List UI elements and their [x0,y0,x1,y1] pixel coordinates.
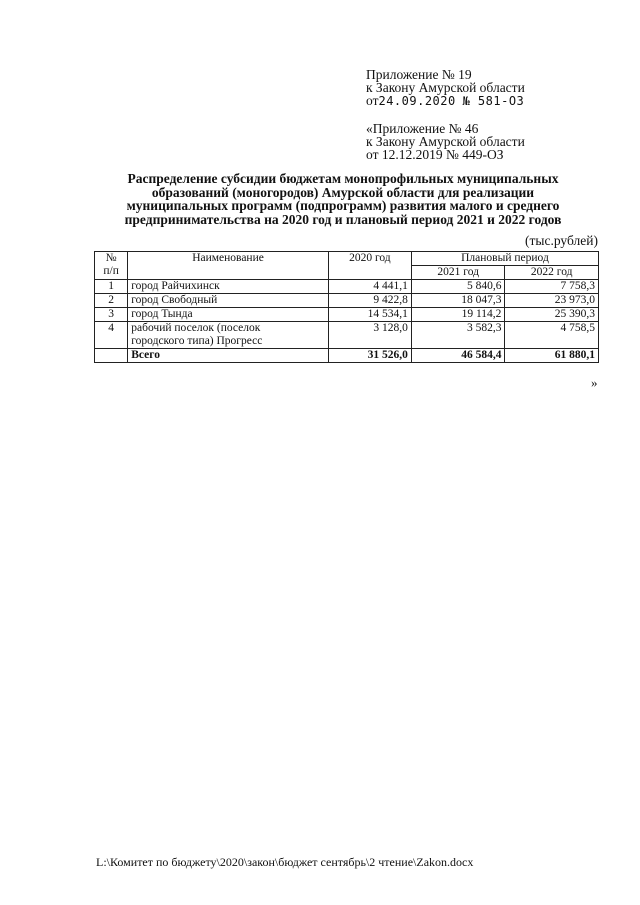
row-num: 2 [95,294,128,308]
row-num: 1 [95,280,128,294]
file-path-footer: L:\Комитет по бюджету\2020\закон\бюджет сентябрь\2 чтение\Zakon.docx [96,855,474,869]
row-name: город Тында [128,308,329,322]
previous-appendix-law: к Закону Амурской области [366,134,525,149]
row-2022: 23 973,0 [505,294,599,308]
total-2022: 61 880,1 [505,349,599,363]
header-num-line2: п/п [103,265,119,277]
row-name: город Свободный [128,294,329,308]
total-num [95,349,128,363]
previous-appendix-date: от 12.12.2019 № 449-ОЗ [366,147,504,162]
header-2020: 2020 год [328,252,411,280]
row-2021: 3 582,3 [411,322,505,349]
previous-appendix-number: «Приложение № 46 [366,121,479,136]
total-2021: 46 584,4 [411,349,505,363]
header-num [95,252,128,280]
row-name-line2: городского типа) Прогресс [131,335,263,347]
row-2022: 7 758,3 [505,280,599,294]
row-2021: 19 114,2 [411,308,505,322]
row-2020: 9 422,8 [328,294,411,308]
table-header-row [95,252,599,266]
header-num-line1: № [105,252,117,264]
title-line-4: предпринимательства на 2020 год и плановый период 2021 и 2022 годов [124,211,562,227]
row-2021: 5 840,6 [411,280,505,294]
row-2020: 14 534,1 [328,308,411,322]
header-2022: 2022 год [505,266,599,280]
row-2020: 3 128,0 [328,322,411,349]
table-row [95,308,599,322]
title-line-2: образований (моногородов) Амурской области для реализации [151,184,535,200]
handwritten-number: № 581-ОЗ [462,94,525,108]
table-row [95,322,599,349]
total-2020: 31 526,0 [328,349,411,363]
appendix-date-line [366,94,525,108]
subsidy-table [94,251,599,363]
row-name [128,322,329,349]
document-title [88,172,598,226]
row-2021: 18 047,3 [411,294,505,308]
row-name: город Райчихинск [128,280,329,294]
closing-quote: » [591,375,598,390]
row-num: 4 [95,322,128,349]
row-num: 3 [95,308,128,322]
table-row [95,280,599,294]
header-name: Наименование [128,252,329,280]
appendix-law: к Закону Амурской области [366,80,525,95]
table-total-row [95,349,599,363]
row-2022: 4 758,5 [505,322,599,349]
unit-label: (тыс.рублей) [525,233,598,248]
appendix-number: Приложение № 19 [366,67,472,82]
row-2022: 25 390,3 [505,308,599,322]
header-planned: Плановый период [411,252,598,266]
row-name-line1: рабочий поселок (поселок [131,322,261,334]
title-line-1: Распределение субсидии бюджетам монопрофильных муниципальных [127,171,559,186]
title-line-3: муниципальных программ (подпрограмм) развития малого и среднего [126,198,560,213]
table-row [95,294,599,308]
appendix-header [366,68,525,108]
header-2021: 2021 год [411,266,505,280]
appendix-previous-header [366,122,525,161]
total-label: Всего [128,349,329,363]
handwritten-date: 24.09.2020 [378,94,456,108]
row-2020: 4 441,1 [328,280,411,294]
appendix-date-prefix: от [366,93,379,108]
